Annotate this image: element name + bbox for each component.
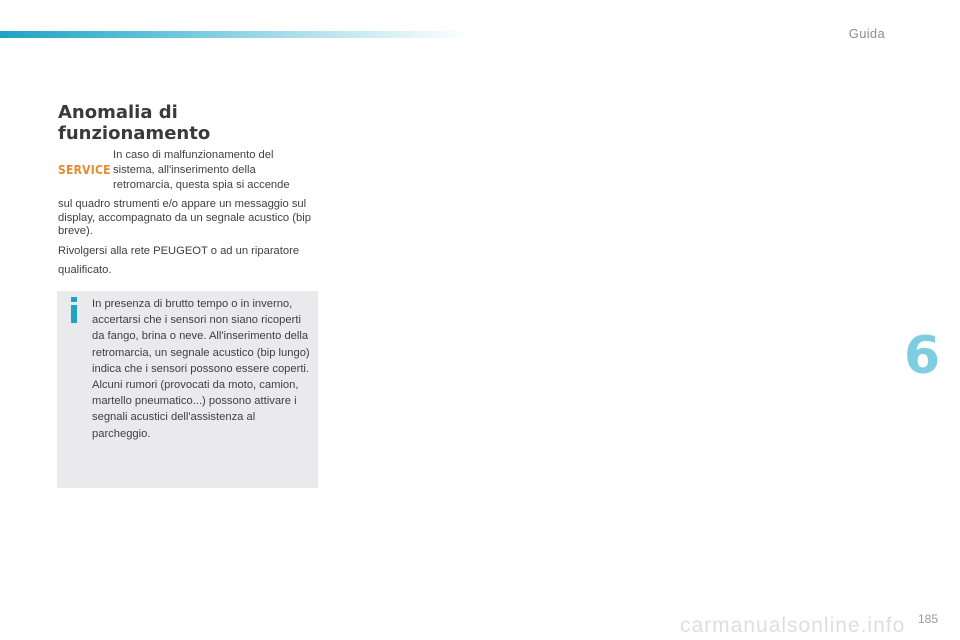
- page-number: 185: [917, 612, 938, 626]
- service-warning-block: [58, 148, 318, 194]
- page-heading: Anomalia di funzionamento: [58, 102, 211, 144]
- section-title: Guida: [848, 26, 885, 41]
- info-note-box: [57, 291, 318, 488]
- service-warning-icon: SERVICE: [58, 162, 111, 177]
- body-paragraph-2: Rivolgersi alla rete PEUGEOT o ad un riparatore qualificato.: [58, 245, 300, 276]
- header-color-bar: [0, 31, 470, 38]
- body-paragraph-1: sul quadro strumenti e/o appare un messaggio sul display, accompagnato da un segnale acustico (bip breve).: [58, 198, 311, 237]
- service-warning-text: In caso di malfunzionamento del sistema, all'inserimento della retromarcia, questa spia si accende: [113, 149, 290, 191]
- info-icon: [69, 297, 79, 323]
- info-note-text: In presenza di brutto tempo o in inverno, accertarsi che i sensori non siano ricoperti da fango, brina o neve. All'inserimento della retromarcia, un segnale acustico (bip lungo) indica che i sensori possono essere coperti. Alcuni rumori (provocati da moto, camion, martello pneumatico...) possono attivare i segnali acustici dell'assistenza al parcheggio.: [92, 298, 310, 440]
- chapter-number: 6: [904, 326, 941, 386]
- watermark: carmanualsonline.info: [680, 614, 906, 637]
